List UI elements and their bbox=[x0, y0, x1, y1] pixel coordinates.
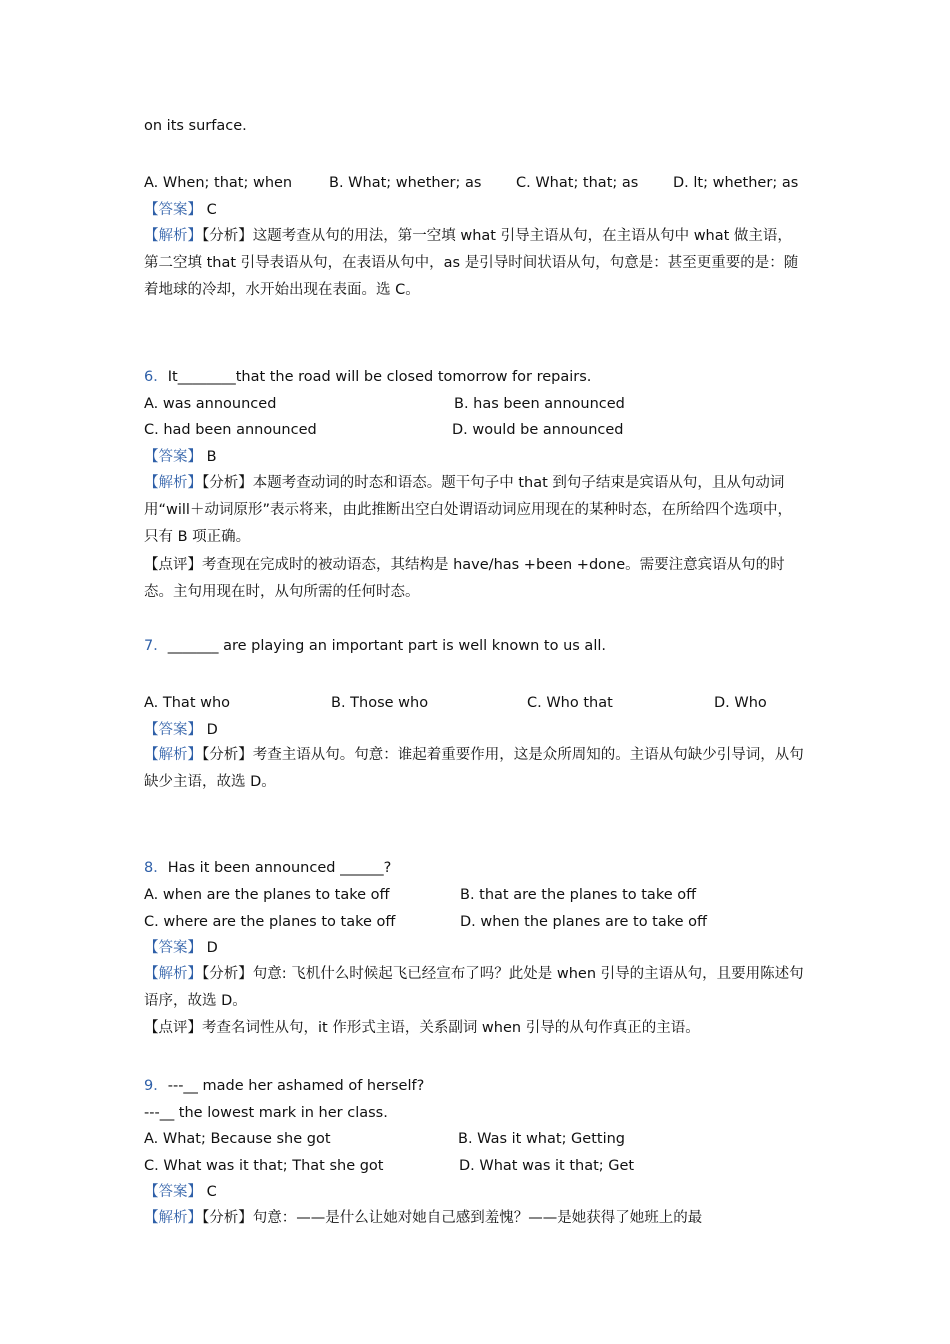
q9-option-d: D. What was it that; Get bbox=[459, 1158, 635, 1174]
question-number: 8． bbox=[144, 860, 168, 876]
question-text: _______ are playing an important part is well known to us all. bbox=[167, 638, 606, 654]
q6-option-c: C. had been announced bbox=[144, 422, 317, 438]
q9-stem bbox=[144, 1076, 424, 1096]
q7-option-b: B. Those who bbox=[331, 695, 429, 711]
q5-option-b: B. What; whether; as bbox=[329, 175, 482, 191]
q6-answer bbox=[144, 447, 217, 467]
question-text: ---__ made her ashamed of herself? bbox=[167, 1078, 425, 1094]
q7-option-d: D. Who bbox=[714, 695, 767, 711]
answer-value: C bbox=[206, 1184, 217, 1200]
q9-answer bbox=[144, 1182, 217, 1202]
answer-tag: 【答案】 bbox=[144, 722, 202, 738]
q6-option-d: D. would be announced bbox=[452, 422, 624, 438]
analysis-text: 【分析】这题考查从句的用法，第一空填 what 引导主语从句，在主语从句中 what 做主语，第二空填 that 引导表语从句，在表语从句中，as 是引导时间状语从句，句意是：甚至更重要的是：随着地球的冷却，水开始出现在表面。选 C。 bbox=[144, 228, 799, 298]
answer-value: D bbox=[206, 722, 218, 738]
analysis-text: 【分析】句意：——是什么让她对她自己感到羞愧？——是她获得了她班上的最 bbox=[202, 1210, 703, 1226]
q9-option-c: C. What was it that; That she got bbox=[144, 1158, 384, 1174]
q7-stem bbox=[144, 636, 606, 656]
q8-comment: 【点评】考查名词性从句，it 作形式主语，关系副词 when 引导的从句作真正的主语。 bbox=[144, 1020, 700, 1036]
q7-answer bbox=[144, 720, 218, 740]
q7-option-a: A. That who bbox=[144, 695, 231, 711]
analysis-tag: 【解析】 bbox=[144, 747, 202, 763]
analysis-text: 【分析】句意: 飞机什么时候起飞已经宣布了吗？此处是 when 引导的主语从句，且要用陈述句语序，故选 D。 bbox=[144, 966, 804, 1009]
q6-stem bbox=[144, 367, 591, 387]
answer-value: B bbox=[206, 449, 217, 465]
q5-option-d: D. lt; whether; as bbox=[673, 175, 799, 191]
q6-option-a: A. was announced bbox=[144, 396, 277, 412]
q9-option-a: A. What; Because she got bbox=[144, 1131, 331, 1147]
analysis-text: 【分析】本题考查动词的时态和语态。题干句子中 that 到句子结束是宾语从句，且从句动词用“will＋动词原形”表示将来，由此推断出空白处谓语动词应用现在的某种时态，在所给四个选项中，只有 B 项正确。 bbox=[144, 475, 792, 545]
q8-answer bbox=[144, 938, 218, 958]
analysis-tag: 【解析】 bbox=[144, 1210, 202, 1226]
q8-option-b: B. that are the planes to take off bbox=[460, 887, 697, 903]
analysis-tag: 【解析】 bbox=[144, 475, 202, 491]
answer-tag: 【答案】 bbox=[144, 940, 202, 956]
q6-option-b: B. has been announced bbox=[454, 396, 625, 412]
answer-tag: 【答案】 bbox=[144, 202, 202, 218]
q8-option-d: D. when the planes are to take off bbox=[460, 914, 708, 930]
q5-answer bbox=[144, 200, 217, 220]
q9-stem-reply: ---__ the lowest mark in her class. bbox=[144, 1105, 388, 1121]
q5-option-c: C. What; that; as bbox=[516, 175, 639, 191]
q7-analysis bbox=[144, 742, 806, 796]
q8-option-c: C. where are the planes to take off bbox=[144, 914, 396, 930]
answer-tag: 【答案】 bbox=[144, 449, 202, 465]
q9-analysis bbox=[144, 1205, 806, 1232]
q8-stem bbox=[144, 858, 391, 878]
q6-analysis bbox=[144, 470, 806, 551]
question-number: 7． bbox=[144, 638, 168, 654]
answer-value: D bbox=[206, 940, 218, 956]
question-text: Has it been announced ______? bbox=[167, 860, 392, 876]
analysis-tag: 【解析】 bbox=[144, 966, 202, 982]
answer-value: C bbox=[206, 202, 217, 218]
analysis-text: 【分析】考查主语从句。句意：谁起着重要作用，这是众所周知的。主语从句缺少引导词，从句缺少主语，故选 D。 bbox=[144, 747, 804, 790]
answer-tag: 【答案】 bbox=[144, 1184, 202, 1200]
question-number: 6． bbox=[144, 369, 168, 385]
q9-option-b: B. Was it what; Getting bbox=[458, 1131, 626, 1147]
q5-analysis bbox=[144, 223, 806, 304]
q5-stem-continuation: on its surface. bbox=[144, 118, 247, 134]
q6-comment: 【点评】考查现在完成时的被动语态，其结构是 have/has +been +done。需要注意宾语从句的时态。主句用现在时，从句所需的任何时态。 bbox=[144, 557, 785, 600]
q5-option-a: A. When; that; when bbox=[144, 175, 293, 191]
q7-option-c: C. Who that bbox=[527, 695, 613, 711]
q8-option-a: A. when are the planes to take off bbox=[144, 887, 390, 903]
question-number: 9． bbox=[144, 1078, 168, 1094]
analysis-tag: 【解析】 bbox=[144, 228, 202, 244]
q8-analysis bbox=[144, 961, 806, 1015]
question-text: It________that the road will be closed tomorrow for repairs. bbox=[167, 369, 592, 385]
